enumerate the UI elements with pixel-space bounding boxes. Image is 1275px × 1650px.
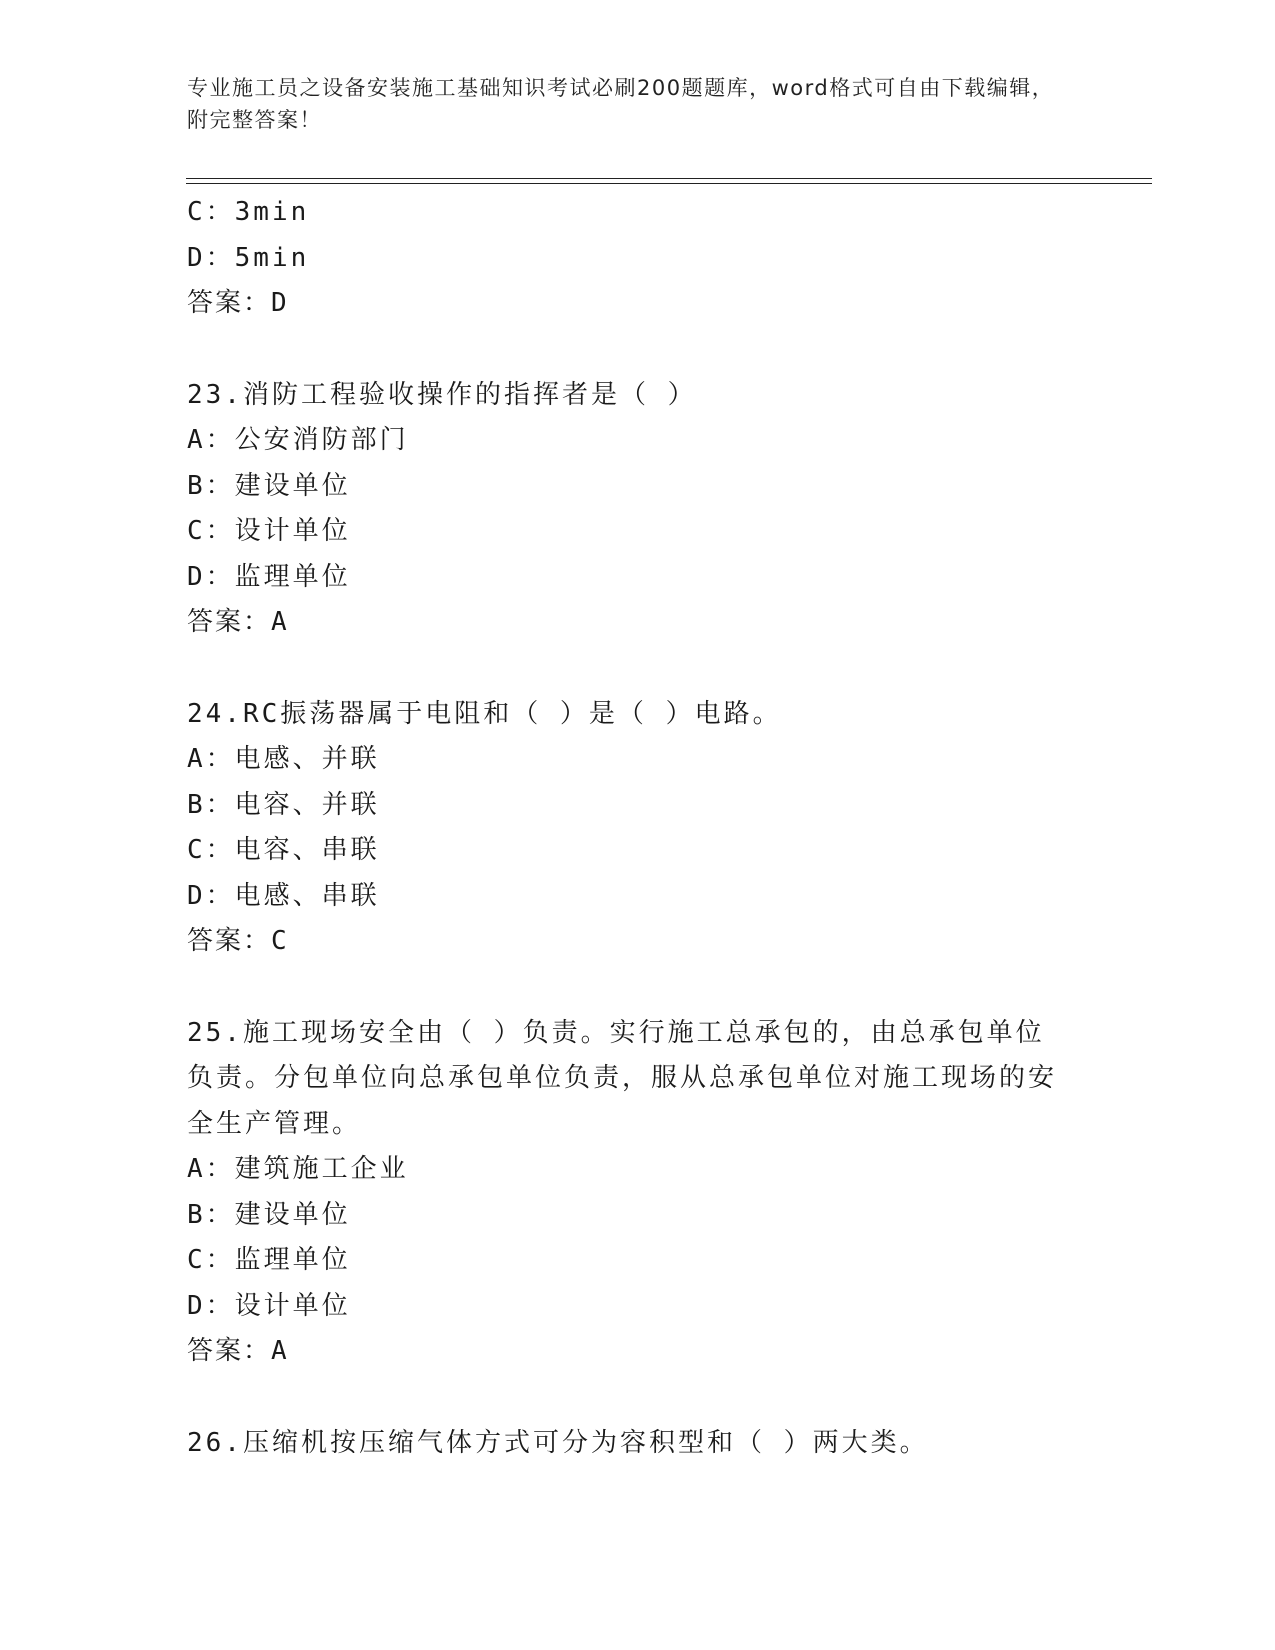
option-b: B：建设单位 [187, 1199, 351, 1230]
page-header [187, 72, 1067, 136]
answer-value: A [271, 607, 287, 637]
option-c: C：设计单位 [187, 516, 351, 546]
option-d: D：5min [187, 242, 310, 273]
answer-line [187, 1329, 1067, 1375]
answer-label: 答案： [187, 1336, 272, 1366]
question-26 [187, 1421, 1067, 1467]
option-a: A：建筑施工企业 [187, 1154, 409, 1184]
question-22-tail [187, 190, 1067, 327]
option-c: C：监理单位 [187, 1245, 351, 1275]
question-24 [187, 692, 1067, 965]
question-stem: 23.消防工程验收操作的指挥者是（ ） [187, 379, 697, 410]
spacer [187, 646, 1067, 692]
question-23 [187, 373, 1067, 646]
question-content [187, 190, 1067, 1466]
option-d: D：设计单位 [187, 1290, 351, 1321]
document-title: 专业施工员之设备安装施工基础知识考试必刷200题题库，word格式可自由下载编辑，附完整答案！ [187, 76, 1055, 132]
answer-label: 答案： [187, 288, 272, 318]
header-rule-bottom [186, 183, 1152, 184]
answer-line [187, 919, 1067, 965]
spacer [187, 327, 1067, 373]
option-a: A：公安消防部门 [187, 425, 409, 455]
answer-line [187, 281, 1067, 327]
question-stem: 25.施工现场安全由（ ）负责。实行施工总承包的，由总承包单位负责。分包单位向总承包单位负责，服从总承包单位对施工现场的安全生产管理。 [187, 1017, 1058, 1139]
question-25 [187, 1011, 1067, 1375]
option-c: C：电容、串联 [187, 835, 380, 865]
option-b: B：电容、并联 [187, 789, 380, 820]
question-stem: 24.RC振荡器属于电阻和（ ）是（ ）电路。 [187, 698, 782, 729]
answer-line [187, 600, 1067, 646]
question-stem: 26.压缩机按压缩气体方式可分为容积型和（ ）两大类。 [187, 1427, 929, 1458]
answer-value: A [271, 1336, 287, 1366]
spacer [187, 965, 1067, 1011]
spacer [187, 1375, 1067, 1421]
answer-value: C [271, 926, 287, 956]
answer-value: D [271, 288, 287, 318]
option-b: B：建设单位 [187, 470, 351, 501]
answer-label: 答案： [187, 926, 272, 956]
option-d: D：电感、串联 [187, 880, 380, 911]
option-d: D：监理单位 [187, 561, 351, 592]
answer-label: 答案： [187, 607, 272, 637]
header-rule-top [186, 178, 1152, 179]
option-c: C：3min [187, 197, 310, 227]
option-a: A：电感、并联 [187, 744, 380, 774]
